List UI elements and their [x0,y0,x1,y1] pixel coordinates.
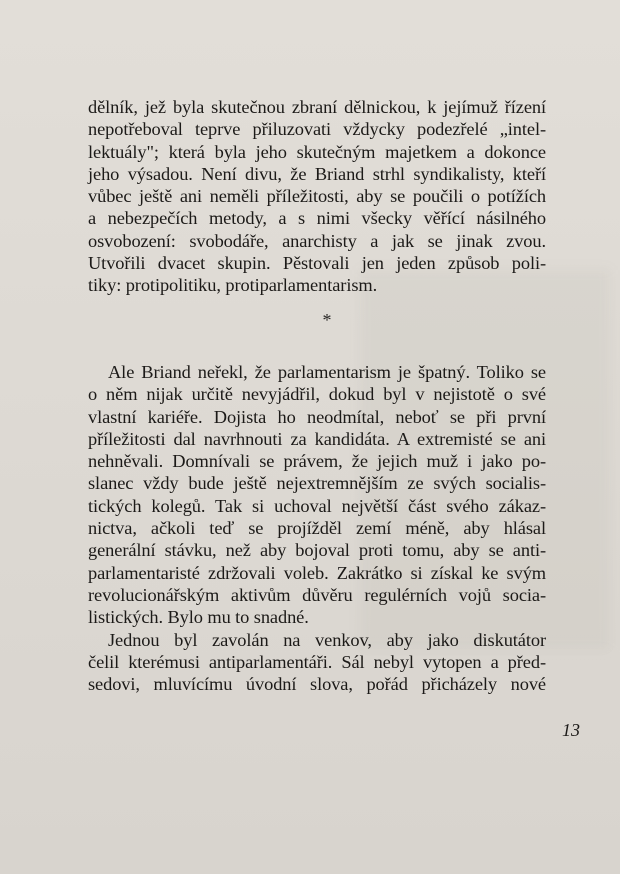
paragraph-1 [88,96,546,297]
text-line: sedovi, mluvícímu úvodní slova, pořád přicházely nové [88,674,546,695]
page-number: 13 [562,720,580,740]
text-line: osvobození: svobodáře, anarchisty a jak se jinak zvou. [88,230,546,251]
text-line: generální stávku, než aby bojoval proti tomu, aby se anti- [88,540,546,561]
text-line: revolucionářským aktivům důvěru regulérních vojů socia- [88,584,546,605]
text-line: tických kolegů. Tak si uchoval největší část svého zákaz- [88,495,546,516]
text-line: tiky: protipolitiku, protiparlamentarism. [88,275,378,296]
section-separator: * [322,309,332,330]
text-line: jeho výsadou. Není divu, že Briand strhl syndikalisty, kteří [88,163,546,184]
text-line: parlamentaristé zdržovali voleb. Zakrátko si získal ke svým [88,562,546,583]
text-line: vůbec ještě ani neměli příležitosti, aby se poučili o potížích [88,186,546,207]
text-line: Utvořili dvacet skupin. Pěstovali jen jeden způsob poli- [88,253,546,274]
paragraph-3 [88,629,546,696]
text-line: Ale Briand neřekl, že parlamentarism je špatný. Toliko se [108,361,546,382]
text-line: o něm nijak určitě nevyjádřil, dokud byl v nejistotě o své [88,384,546,405]
text-line: a nebezpečích metody, a s nimi všecky věřící násilného [88,208,546,229]
text-line: nictva, ačkoli teď se projížděl zemí méně, aby hlásal [88,518,546,539]
paragraph-2 [88,361,546,629]
text-line: slanec vždy bude ještě nejextremnějším ze svých socialis- [88,473,546,494]
text-line: lektuály"; která byla jeho skutečným majetkem a dokonce [88,141,546,162]
text-line: nehněvali. Domnívali se právem, že jejich muž i jako po- [88,451,546,472]
text-line: listických. Bylo mu to snadné. [88,607,309,628]
text-line: nepotřeboval teprve přiluzovati vždycky podezřelé „intel- [88,119,546,140]
text-line: Jednou byl zavolán na venkov, aby jako diskutátor [108,629,546,650]
text-line: dělník, jež byla skutečnou zbraní dělnickou, k jejímuž řízení [88,97,546,117]
text-line: vlastní kariéře. Dojista ho neodmítal, neboť se při první [88,406,546,427]
text-line: příležitosti dal navrhnouti za kandidáta. A extremisté se ani [88,428,546,449]
body-text [88,96,546,695]
text-line: čelil kterémusi antiparlamentáři. Sál nebyl vytopen a před- [88,651,546,672]
